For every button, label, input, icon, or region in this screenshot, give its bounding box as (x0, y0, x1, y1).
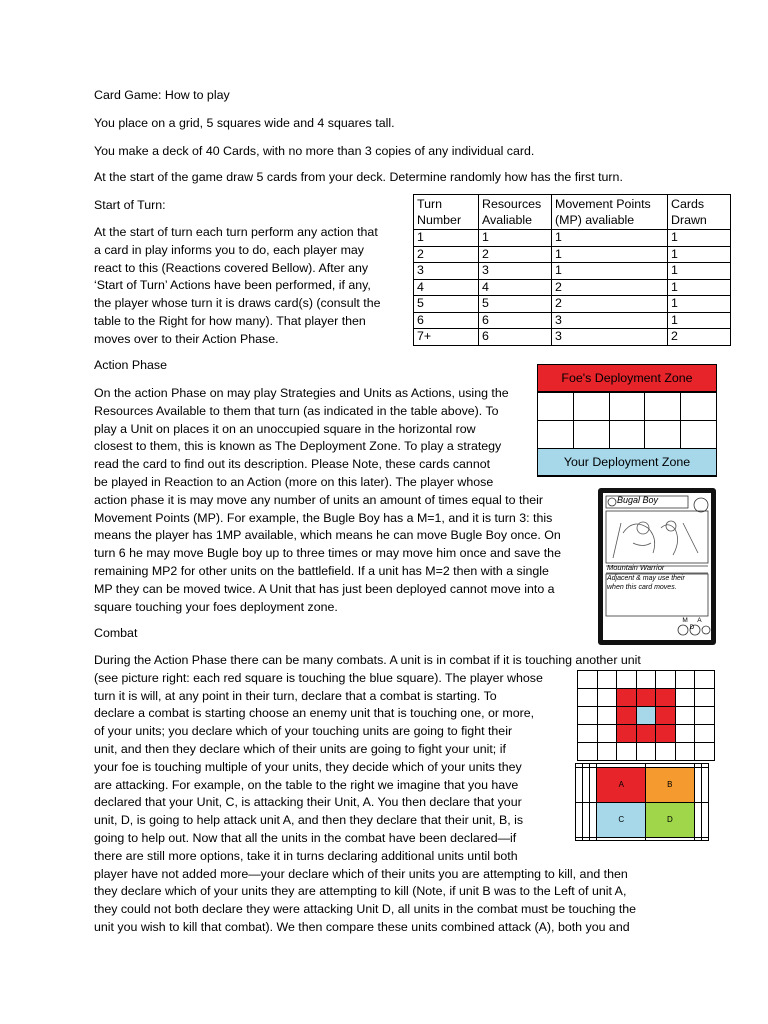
card-text-line-1: Adjacent & may use their (607, 575, 685, 582)
grid-cell (695, 725, 715, 743)
grid-cell (583, 767, 590, 802)
grid-cell (701, 767, 708, 802)
unit-c-cell: C (597, 802, 646, 837)
grid-cell (590, 802, 597, 837)
grid-cell (675, 671, 695, 689)
table-row: 6 6 3 1 (414, 312, 731, 329)
grid-cell (578, 689, 598, 707)
grid-cell (636, 689, 656, 707)
intro-line-3: At the start of the game draw 5 cards from your deck. Determine randomly how has the first turn. (94, 170, 623, 184)
table-row: 5 5 2 1 (414, 296, 731, 313)
combat-paragraph: During the Action Phase there can be many combats. A unit is in combat if it is touching another unit (see picture right: each red square is touching the blue square). The player whose turn it is will, at any point in their turn, declare that a combat is starting. To declare a combat is starting choose an enemy unit that is touching one, or more, of your units; you declare which of your touching units are going to fight their unit, and then they declare which of their units are going to fight your unit; if your foe is touching multiple of your units, they decide which of your units they are attacking. For example, on the table to the right we imagine that you have declared that your Unit, C, is attacking their Unit, A. You then declare that your unit, D, is going to help attack unit A, and then they declare that their unit, B, is going to help out. Now that all the units in the combat have been declared—if there are still more options, take it in turns declaring additional units until both player have not added more—your declare which of their units you are attempting to kill, and then they declare which of your units they are attempting to kill (Note, if unit B was to the Left of unit A, they could not both declare they were attacking Unit D, all units in the combat must be touching the unit you wish to kill that combat). We then compare these units combined attack (A), both you and (94, 653, 641, 934)
table-row: 4 4 2 1 (414, 279, 731, 296)
grid-cell (695, 743, 715, 761)
grid-cell (576, 802, 583, 837)
grid-cell (576, 767, 583, 802)
adjacency-grid (577, 670, 715, 761)
action-phase-heading: Action Phase (94, 358, 168, 372)
bugle-boy-card (598, 488, 716, 645)
table-header-row (414, 195, 731, 230)
grid-cell (578, 725, 598, 743)
table-row: 3 3 1 1 (414, 263, 731, 280)
grid-cell (656, 725, 676, 743)
intro-line-2: You make a deck of 40 Cards, with no more than 3 copies of any individual card. (94, 144, 535, 158)
grid-cell (701, 837, 708, 841)
grid-cell (636, 743, 656, 761)
intro-line-1: You place on a grid, 5 squares wide and 4 squares tall. (94, 116, 395, 130)
grid-cell (583, 837, 590, 841)
grid-cell (597, 743, 617, 761)
grid-cell (597, 837, 646, 841)
grid-cell (694, 837, 701, 841)
grid-cell (675, 743, 695, 761)
start-of-turn-paragraph: At the start of turn each turn perform any action that a card in play informs you to do, each player may react to this (Reactions covered Bellow). After any ‘Start of Turn’ Actions have been performed, if any, the player whose turn it is draws card(s) (consult the table to the Right for how many). That player then moves over to their Action Phase. (94, 225, 381, 346)
table-row: 7+ 6 3 2 (414, 329, 731, 346)
start-of-turn-heading: Start of Turn: (94, 198, 166, 212)
your-deployment-zone-label: Your Deployment Zone (537, 448, 717, 476)
deployment-grid (537, 364, 717, 476)
page-title: Card Game: How to play (94, 88, 230, 102)
grid-cell (583, 802, 590, 837)
grid-cell (656, 743, 676, 761)
header-movement: Movement Points (MP) avaliable (552, 195, 668, 230)
grid-cell (617, 725, 637, 743)
grid-cell (656, 689, 676, 707)
grid-cell (675, 689, 695, 707)
grid-cell (656, 671, 676, 689)
units-grid (575, 763, 709, 841)
header-cards: Cards Drawn (668, 195, 731, 230)
card-type: Mountain Warrior (607, 563, 665, 572)
grid-cell (590, 767, 597, 802)
unit-a-cell: A (597, 767, 646, 802)
grid-cell (576, 837, 583, 841)
grid-cell (590, 837, 597, 841)
grid-cell (701, 802, 708, 837)
grid-cell (597, 725, 617, 743)
grid-cell (617, 743, 637, 761)
grid-cell (636, 671, 656, 689)
grid-cell (617, 689, 637, 707)
card-face (603, 493, 711, 640)
turn-table (413, 194, 731, 346)
card-stats-label: M A D (682, 617, 706, 631)
grid-cell (597, 707, 617, 725)
grid-cell (675, 707, 695, 725)
grid-cell (636, 725, 656, 743)
table-row: 2 2 1 1 (414, 246, 731, 263)
grid-cell (695, 671, 715, 689)
card-name: Bugal Boy (617, 495, 659, 505)
header-turn: Turn Number (414, 195, 479, 230)
grid-cell (694, 767, 701, 802)
table-row: 1 1 1 1 (414, 230, 731, 247)
unit-b-cell: B (646, 767, 695, 802)
grid-cell (597, 689, 617, 707)
grid-cell (646, 837, 695, 841)
grid-cell (617, 707, 637, 725)
grid-cell (694, 802, 701, 837)
grid-cell (578, 743, 598, 761)
header-resources: Resources Avaliable (479, 195, 552, 230)
grid-cell (675, 725, 695, 743)
card-text-line-2: when this card moves. (607, 584, 677, 591)
grid-cell (578, 707, 598, 725)
grid-cell (695, 689, 715, 707)
grid-cell (656, 707, 676, 725)
grid-cell (695, 707, 715, 725)
combat-heading: Combat (94, 626, 138, 640)
grid-cell (578, 671, 598, 689)
grid-cell (617, 671, 637, 689)
action-phase-paragraph-upper: On the action Phase on may play Strategies and Units as Actions, using the Resources Available to them that turn (as indicated in the table above). To play a Unit on places it on an unoccupied square in the horizontal row closest to them, this is known as The Deployment Zone. To play a strategy read the card to find out its description. Please Note, these cards cannot be played in Reaction to an Action (more on this later). The player whose action phase it is may move any number of units an amount of times equal to their Movement Points (MP). For example, the Bugle Boy has a M=1, and it is turn 3: this means the player has 1MP available, which means he can move Bugle Boy once. On turn 6 he may move Bugle boy up to three times or may move him once and save the remaining MP2 for other units on the battlefield. If a unit has M=2 then with a single MP they can be moved twice. A Unit that has just been deployed cannot move into a square touching your foes deployment zone. (94, 386, 561, 614)
foe-deployment-zone-label: Foe's Deployment Zone (537, 364, 717, 392)
grid-cell (636, 707, 656, 725)
grid-cell (597, 671, 617, 689)
unit-d-cell: D (646, 802, 695, 837)
